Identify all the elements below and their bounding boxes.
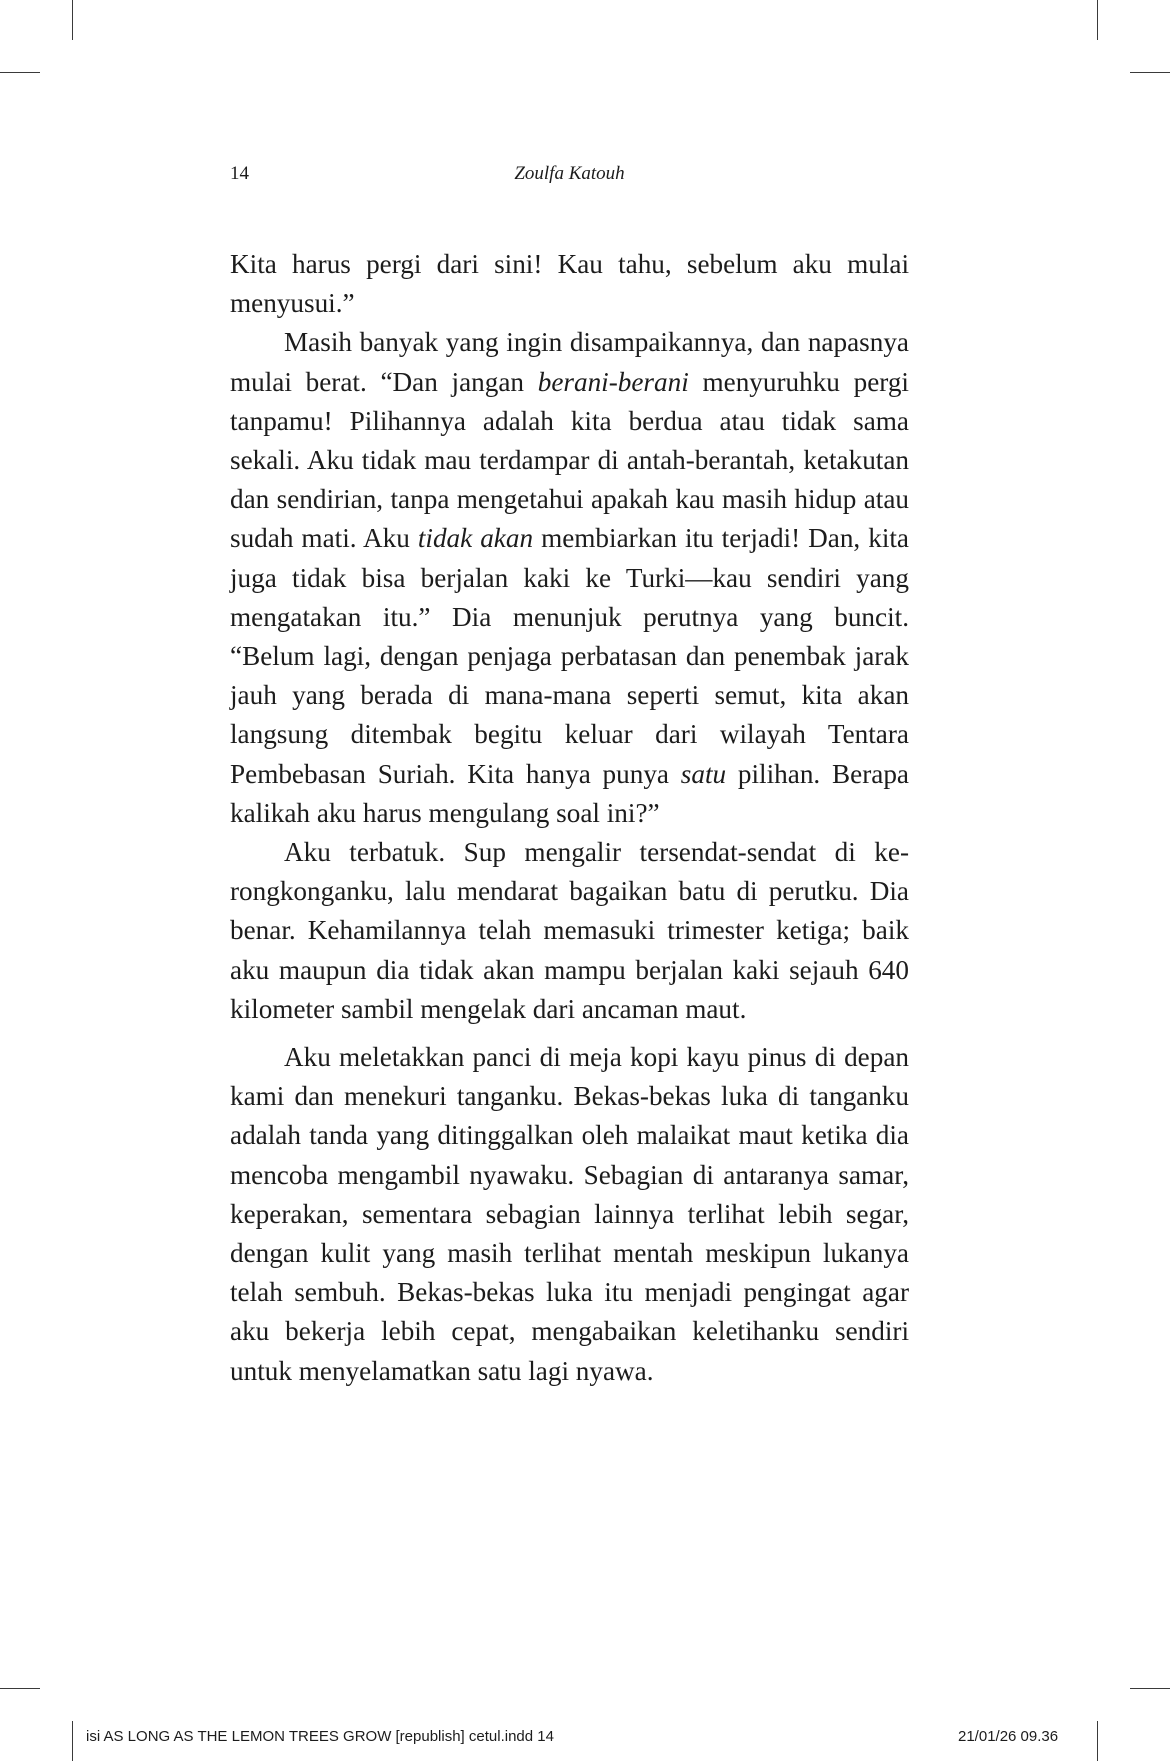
paragraph — [230, 833, 909, 1029]
page-header — [230, 163, 909, 193]
running-head: Zoulfa Katouh — [514, 163, 625, 184]
text-run: Aku terbatuk. Sup mengalir tersendat-sendat di kerongkonganku, lalu mendarat bagaikan batu di perutku. Dia benar. Kehamilannya telah memasuki trimester ketiga; baik aku maupun dia tidak akan mampu berjalan kaki sejauh 640 kilometer sambil mengelak dari ancaman maut. — [230, 837, 909, 1024]
paragraph — [230, 245, 909, 323]
emphasis-text: tidak akan — [417, 523, 534, 554]
crop-mark-bottom-right — [1097, 1721, 1098, 1761]
body-text — [230, 245, 909, 1391]
crop-mark-top-right — [1097, 0, 1098, 40]
page-number: 14 — [230, 163, 249, 184]
print-slug-filename: isi AS LONG AS THE LEMON TREES GROW [republish] cetul.indd 14 — [86, 1728, 554, 1745]
crop-mark-bottom-left — [72, 1721, 73, 1761]
paragraph — [230, 323, 909, 833]
crop-mark-right-bottom — [1130, 1688, 1170, 1689]
text-run: pilihan. Berapa kalikah aku harus mengulang soal ini?” — [230, 758, 909, 828]
emphasis-text: berani-berani — [537, 366, 689, 397]
paragraph — [230, 1038, 909, 1391]
text-run: Masih banyak yang ingin disampaikannya, dan napasnya mulai berat. “Dan jangan — [230, 327, 909, 397]
crop-mark-left-bottom — [0, 1688, 40, 1689]
text-run: membiarkan itu terjadi! Dan, kita juga tidak bisa berjalan kaki ke Turki—kau sendiri yang mengatakan itu.” Dia menunjuk perutnya yang buncit. “Belum lagi, dengan penjaga perbatasan dan penembak jarak jauh yang berada di mana-mana seperti semut, kita akan langsung ditembak begitu keluar dari wilayah Tentara Pembebasan Suriah. Kita hanya punya — [230, 523, 909, 789]
text-run: menyuruhku pergi tanpamu! Pilihannya adalah kita berdua atau tidak sama sekali. Aku tidak mau terdampar di antah-berantah, ketakutan dan sendirian, tanpa mengetahui apakah kau masih hidup atau sudah mati. Aku — [230, 366, 909, 554]
text-run: Aku meletakkan panci di meja kopi kayu pinus di depan kami dan menekuri tanganku. Bekas-bekas luka di tanganku adalah tanda yang ditinggalkan oleh malaikat maut ketika dia mencoba mengambil nyawaku. Sebagian di antaranya samar, keperakan, sementara sebagian lainnya terlihat lebih segar, dengan kulit yang masih terlihat mentah meskipun lukanya telah sembuh. Bekas-bekas luka itu menjadi pengingat agar aku bekerja lebih cepat, mengabaikan keletihanku sendiri untuk menyelamatkan satu lagi nyawa. — [230, 1042, 909, 1386]
emphasis-text: satu — [680, 758, 727, 789]
print-slug-timestamp: 21/01/26 09.36 — [958, 1728, 1059, 1745]
crop-mark-left-top — [0, 72, 40, 73]
crop-mark-right-top — [1130, 72, 1170, 73]
crop-mark-top-left — [72, 0, 73, 40]
text-run: Kita harus pergi dari sini! Kau tahu, sebelum aku mulai menyusui.” — [230, 249, 909, 319]
